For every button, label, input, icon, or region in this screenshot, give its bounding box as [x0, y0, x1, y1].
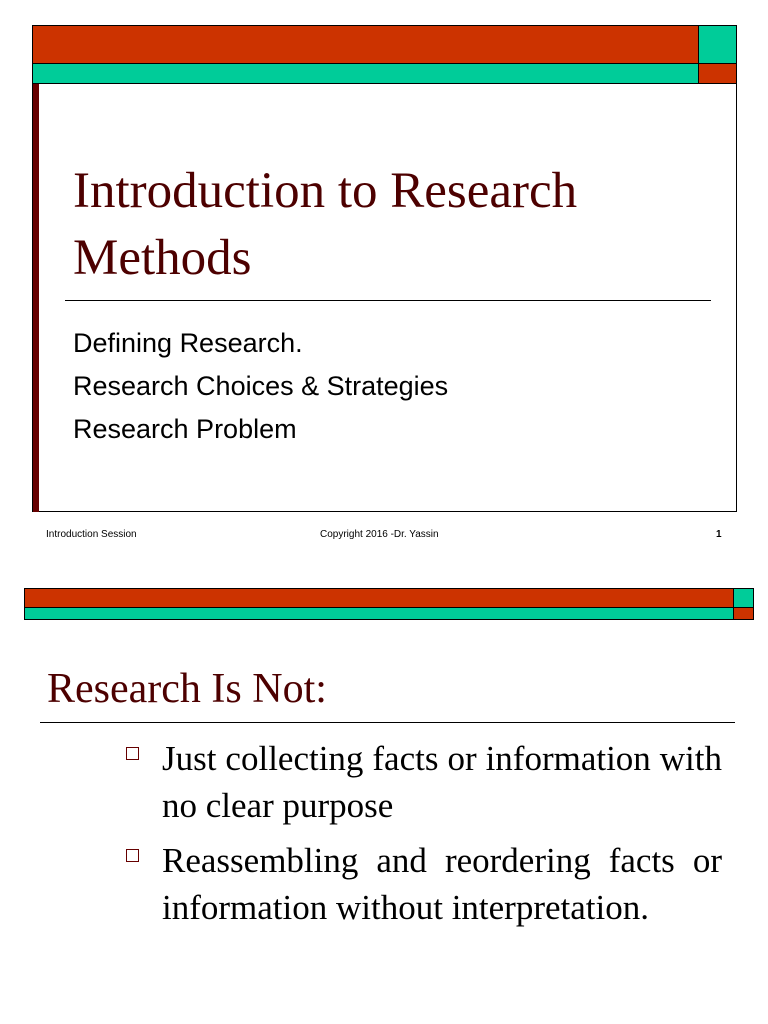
top-green-bar [33, 64, 699, 84]
slide2-corner-green-block [733, 588, 754, 608]
corner-red-block [699, 64, 736, 84]
slide-title: Introduction to Research Methods [73, 163, 578, 286]
slide2-title: Research Is Not: [47, 666, 327, 712]
square-bullet-icon [126, 747, 139, 760]
footer-copyright: Copyright 2016 -Dr. Yassin [320, 529, 439, 540]
subtitle-item: Research Choices & Strategies [73, 371, 449, 401]
footer-session: Introduction Session [46, 529, 137, 540]
subtitle-list [73, 322, 673, 451]
corner-green-block [699, 26, 736, 64]
subtitle-item: Defining Research. [73, 328, 303, 358]
slide2-corner-red-block [733, 607, 754, 620]
slide-1 [32, 25, 737, 512]
top-red-bar [33, 26, 699, 64]
left-accent-stripe [33, 84, 39, 512]
footer-page-number: 1 [716, 529, 722, 540]
title-divider [65, 300, 711, 301]
slide2-red-bar [24, 588, 734, 608]
bullet-item: Reassembling and reordering facts or information without interpretation. [162, 841, 722, 927]
subtitle-item: Research Problem [73, 414, 297, 444]
slide2-green-bar [24, 607, 734, 620]
bullet-item: Just collecting facts or information with no clear purpose [162, 739, 722, 825]
square-bullet-icon [126, 849, 139, 862]
slide2-title-divider [40, 722, 735, 723]
